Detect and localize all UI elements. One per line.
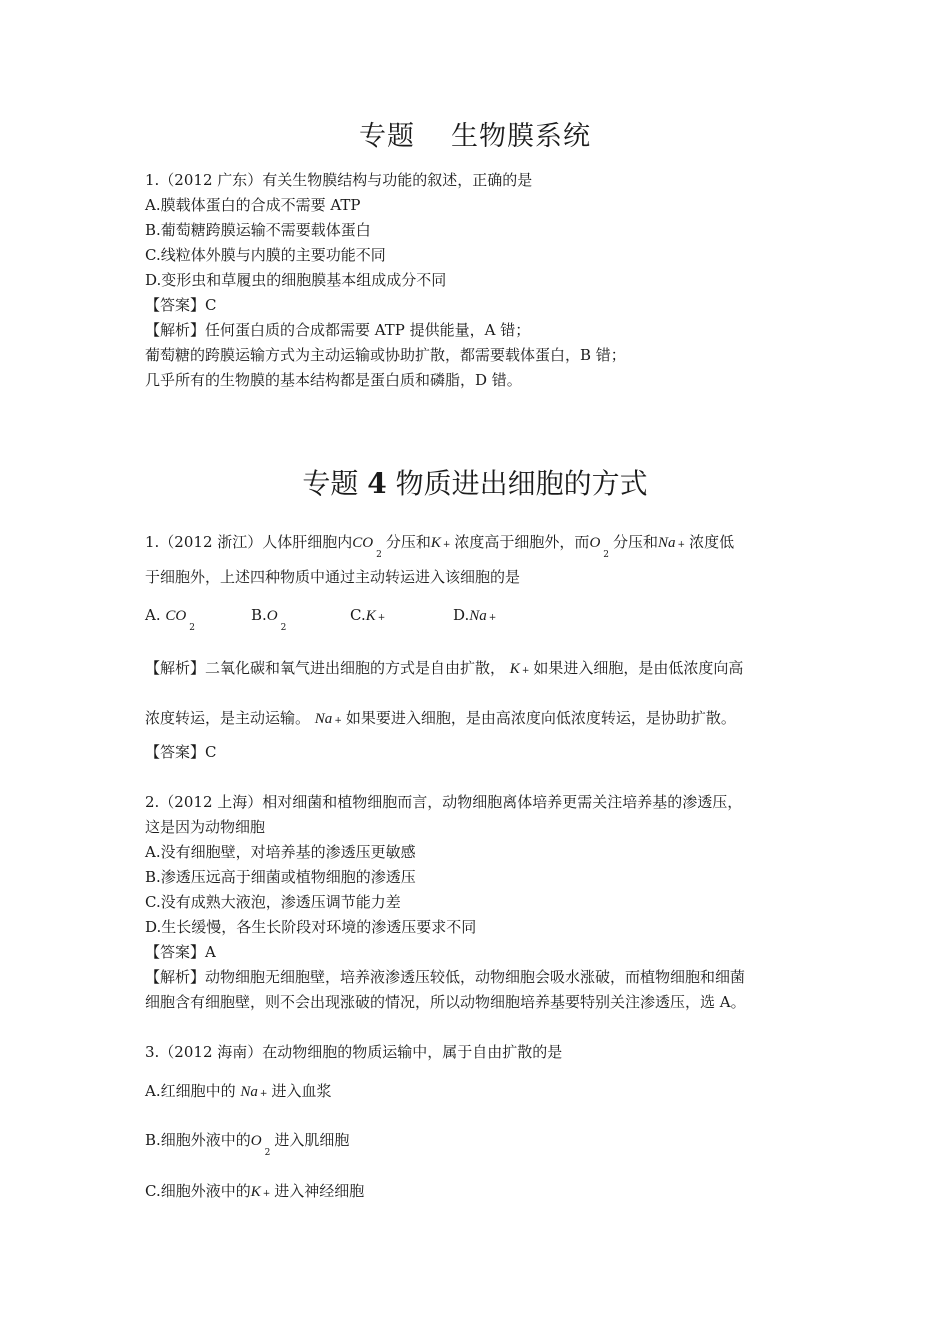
formula-k: K xyxy=(250,1184,261,1200)
text: B.细胞外液中的 xyxy=(145,1131,251,1149)
formula-k: K xyxy=(509,661,520,677)
s2-q2-option-d: D.生长缓慢，各生长阶段对环境的渗透压要求不同 xyxy=(145,918,477,936)
formula-o2: O xyxy=(250,1133,262,1149)
s2-q2-option-c: C.没有成熟大液泡，渗透压调节能力差 xyxy=(145,893,401,911)
superscript: + xyxy=(259,1089,268,1099)
title-text: 物质进出细胞的方式 xyxy=(395,467,648,500)
formula-co2: CO xyxy=(165,608,187,624)
subscript: 2 xyxy=(376,550,382,560)
s2-q2-stem-line1: 2.（2012 上海）相对细菌和植物细胞而言，动物细胞离体培养更需关注培养基的渗透压， xyxy=(145,793,743,811)
superscript: + xyxy=(521,666,530,676)
s2-q3-option-c xyxy=(145,1180,364,1201)
subscript: 2 xyxy=(280,623,287,633)
label: A. xyxy=(145,606,161,624)
text: 分压和 xyxy=(613,533,659,551)
q1-answer: 【答案】C xyxy=(145,296,217,314)
label: D. xyxy=(453,606,470,624)
formula-co2: CO xyxy=(352,535,374,551)
formula-o2: O xyxy=(589,535,601,551)
text: 进入血浆 xyxy=(271,1082,332,1100)
text: 1.（2012 浙江）人体肝细胞内 xyxy=(145,533,353,551)
s2-q1-stem-line2: 于细胞外，上述四种物质中通过主动转运进入该细胞的是 xyxy=(145,568,521,586)
text: C.细胞外液中的 xyxy=(145,1182,251,1200)
q1-analysis-line1: 【解析】任何蛋白质的合成都需要 ATP 提供能量，A 错； xyxy=(145,321,531,339)
s2-q1-option-c xyxy=(350,606,389,625)
s2-q1-stem-line1 xyxy=(145,531,735,560)
q1-option-a: A.膜载体蛋白的合成不需要 ATP xyxy=(145,196,361,214)
q1-option-b: B.葡萄糖跨膜运输不需要载体蛋白 xyxy=(145,221,371,239)
label: B. xyxy=(251,606,267,624)
superscript: + xyxy=(488,613,497,623)
formula-na: Na xyxy=(658,535,676,551)
q1-analysis-line3: 几乎所有的生物膜的基本结构都是蛋白质和磷脂，D 错。 xyxy=(145,371,522,389)
text: A.红细胞中的 xyxy=(145,1082,236,1100)
formula-na: Na xyxy=(469,608,487,624)
text: 浓度转运，是主动运输。 xyxy=(145,709,311,727)
subscript: 2 xyxy=(189,623,195,633)
s2-q2-option-a: A.没有细胞壁，对培养基的渗透压更敏感 xyxy=(145,843,416,861)
text: 进入肌细胞 xyxy=(274,1131,350,1149)
s2-q2-analysis-line2: 细胞含有细胞壁，则不会出现涨破的情况，所以动物细胞培养基要特别关注渗透压，选 A。 xyxy=(145,993,746,1011)
formula-k: K xyxy=(430,535,441,551)
text: 浓度低 xyxy=(689,533,735,551)
subscript: 2 xyxy=(603,550,610,560)
section-title-transport xyxy=(0,462,950,502)
title-prefix: 专题 xyxy=(359,121,415,152)
formula-na: Na xyxy=(314,711,333,727)
section-title-membrane xyxy=(0,114,950,153)
text: 进入神经细胞 xyxy=(274,1182,365,1200)
superscript: + xyxy=(377,613,386,623)
s2-q1-option-b xyxy=(251,606,290,633)
label: C. xyxy=(350,606,366,624)
superscript: + xyxy=(334,716,342,726)
s2-q1-option-a xyxy=(145,606,199,633)
q1-analysis-line2: 葡萄糖的跨膜运输方式为主动运输或协助扩散，都需要载体蛋白，B 错； xyxy=(145,346,626,364)
s2-q3-option-a xyxy=(145,1080,331,1101)
s2-q2-answer: 【答案】A xyxy=(145,943,216,961)
s2-q2-stem-line2: 这是因为动物细胞 xyxy=(145,818,266,836)
text: 分压和 xyxy=(385,533,431,551)
text: 如果要进入细胞，是由高浓度向低浓度转运，是协助扩散。 xyxy=(345,709,736,727)
subscript: 2 xyxy=(264,1148,271,1158)
q1-option-c: C.线粒体外膜与内膜的主要功能不同 xyxy=(145,246,386,264)
superscript: + xyxy=(677,540,686,550)
s2-q1-answer: 【答案】C xyxy=(145,743,217,761)
s2-q1-option-d xyxy=(453,606,500,625)
s2-q3-stem: 3.（2012 海南）在动物细胞的物质运输中，属于自由扩散的是 xyxy=(145,1043,563,1061)
superscript: + xyxy=(262,1189,271,1199)
q1-option-d: D.变形虫和草履虫的细胞膜基本组成成分不同 xyxy=(145,271,447,289)
formula-o2: O xyxy=(266,608,278,624)
s2-q1-analysis-line2 xyxy=(145,707,736,728)
s2-q2-analysis-line1: 【解析】动物细胞无细胞壁，培养液渗透压较低，动物细胞会吸水涨破，而植物细胞和细菌 xyxy=(145,968,746,986)
superscript: + xyxy=(442,540,451,550)
formula-na: Na xyxy=(240,1084,258,1100)
text: 【解析】二氧化碳和氧气进出细胞的方式是自由扩散， xyxy=(145,659,506,677)
s2-q1-analysis-line1 xyxy=(145,657,743,678)
title-number: 4 xyxy=(367,467,387,500)
formula-k: K xyxy=(365,608,376,624)
title-text: 生物膜系统 xyxy=(451,121,591,152)
text: 如果进入细胞，是由低浓度向高 xyxy=(533,659,744,677)
q1-stem: 1.（2012 广东）有关生物膜结构与功能的叙述，正确的是 xyxy=(145,171,533,189)
title-prefix: 专题 xyxy=(302,467,359,500)
s2-q3-option-b xyxy=(145,1129,350,1158)
s2-q2-option-b: B.渗透压远高于细菌或植物细胞的渗透压 xyxy=(145,868,416,886)
text: 浓度高于细胞外，而 xyxy=(454,533,590,551)
